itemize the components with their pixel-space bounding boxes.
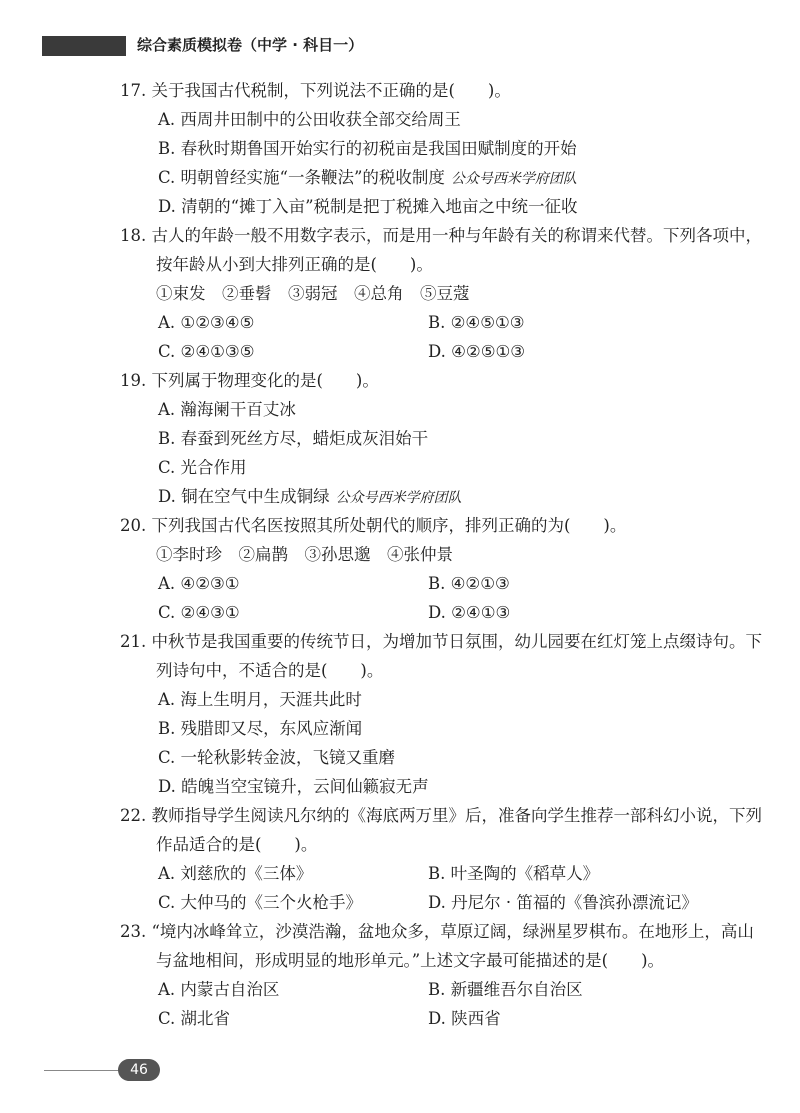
- q18-options-row2: [120, 337, 760, 366]
- q17-option-b: B. 春秋时期鲁国开始实行的初税亩是我国田赋制度的开始: [158, 139, 577, 158]
- q23-options-row2: [120, 1004, 760, 1033]
- q21-stem-line1: 21. 中秋节是我国重要的传统节日，为增加节日氛围，幼儿园要在红灯笼上点缀诗句。下: [120, 632, 762, 651]
- q21-option-a: A. 海上生明月，天涯共此时: [158, 690, 362, 709]
- q21-option-d: D. 皓魄当空宝镜升，云间仙籁寂无声: [158, 777, 429, 796]
- q19-option-c: C. 光合作用: [158, 458, 247, 477]
- q18-option-d: D. ④②⑤①③: [428, 342, 526, 361]
- q23-option-d: D. 陕西省: [428, 1009, 501, 1028]
- q18-option-a: A. ①②③④⑤: [158, 313, 255, 332]
- q23-option-c: C. 湖北省: [158, 1009, 231, 1028]
- q23-options-row1: [120, 975, 760, 1004]
- q22-option-b: B. 叶圣陶的《稻草人》: [428, 864, 600, 883]
- page-header-title: 综合素质模拟卷（中学 · 科目一）: [137, 36, 364, 54]
- q18-option-b: B. ②④⑤①③: [428, 313, 525, 332]
- q19-option-d: [120, 482, 760, 511]
- q22-stem-line2: 作品适合的是( )。: [156, 835, 318, 854]
- watermark: 公众号西米学府团队: [450, 171, 577, 187]
- q18-items: ①束发 ②垂髫 ③弱冠 ④总角 ⑤豆蔻: [156, 284, 470, 303]
- q20-option-b: B. ④②①③: [428, 574, 510, 593]
- q20-options-row2: [120, 598, 760, 627]
- q20-option-c: C. ②④③①: [158, 603, 240, 622]
- q22-options-row2: [120, 888, 760, 917]
- q20-options-row1: [120, 569, 760, 598]
- q17-option-c: [120, 163, 760, 192]
- q20-items: ①李时珍 ②扁鹊 ③孙思邈 ④张仲景: [156, 545, 453, 564]
- q20-option-a: A. ④②③①: [158, 574, 240, 593]
- q22-stem-line1: 22. 教师指导学生阅读凡尔纳的《海底两万里》后，准备向学生推荐一部科幻小说，下列: [120, 806, 762, 825]
- q20-stem: 20. 下列我国古代名医按照其所处朝代的顺序，排列正确的为( )。: [120, 516, 627, 535]
- q19-option-b: B. 春蚕到死丝方尽，蜡炬成灰泪始干: [158, 429, 429, 448]
- q22-option-c: C. 大仲马的《三个火枪手》: [158, 893, 363, 912]
- q23-stem-line1: 23. “境内冰峰耸立，沙漠浩瀚，盆地众多，草原辽阔，绿洲星罗棋布。在地形上，高山: [120, 922, 754, 941]
- q23-option-b: B. 新疆维吾尔自治区: [428, 980, 583, 999]
- q18-options-row1: [120, 308, 760, 337]
- watermark: 公众号西米学府团队: [335, 490, 462, 506]
- q17-option-d: D. 清朝的“摊丁入亩”税制是把丁税摊入地亩之中统一征收: [158, 197, 578, 216]
- q23-stem-line2: 与盆地相间，形成明显的地形单元。”上述文字最可能描述的是( )。: [156, 951, 665, 970]
- q18-stem-line1: 18. 古人的年龄一般不用数字表示，而是用一种与年龄有关的称谓来代替。下列各项中，: [120, 226, 762, 245]
- q21-option-c: C. 一轮秋影转金波，飞镜又重磨: [158, 748, 396, 767]
- q17-option-a: A. 西周井田制中的公田收获全部交给周王: [158, 110, 461, 129]
- q19-option-a: A. 瀚海阑干百丈冰: [158, 400, 296, 419]
- q19-option-d-text: D. 铜在空气中生成铜绿: [158, 487, 330, 506]
- q19-stem: 19. 下列属于物理变化的是( )。: [120, 371, 379, 390]
- q17-stem: 17. 关于我国古代税制，下列说法不正确的是( )。: [120, 81, 511, 100]
- q22-option-a: A. 刘慈欣的《三体》: [158, 864, 313, 883]
- questions-content: [120, 76, 760, 1033]
- page-number-badge: 46: [118, 1059, 160, 1081]
- q23-option-a: A. 内蒙古自治区: [158, 980, 280, 999]
- q22-options-row1: [120, 859, 760, 888]
- q18-stem-line2: 按年龄从小到大排列正确的是( )。: [156, 255, 433, 274]
- q17-option-c-text: C. 明朝曾经实施“一条鞭法”的税收制度: [158, 168, 445, 187]
- q21-stem-line2: 列诗句中，不适合的是( )。: [156, 661, 384, 680]
- q18-option-c: C. ②④①③⑤: [158, 342, 255, 361]
- q21-option-b: B. 残腊即又尽，东风应渐闻: [158, 719, 363, 738]
- header-bar: [42, 36, 126, 56]
- footer-divider: [44, 1070, 124, 1071]
- q22-option-d: D. 丹尼尔 · 笛福的《鲁滨孙漂流记》: [428, 893, 698, 912]
- q20-option-d: D. ②④①③: [428, 603, 511, 622]
